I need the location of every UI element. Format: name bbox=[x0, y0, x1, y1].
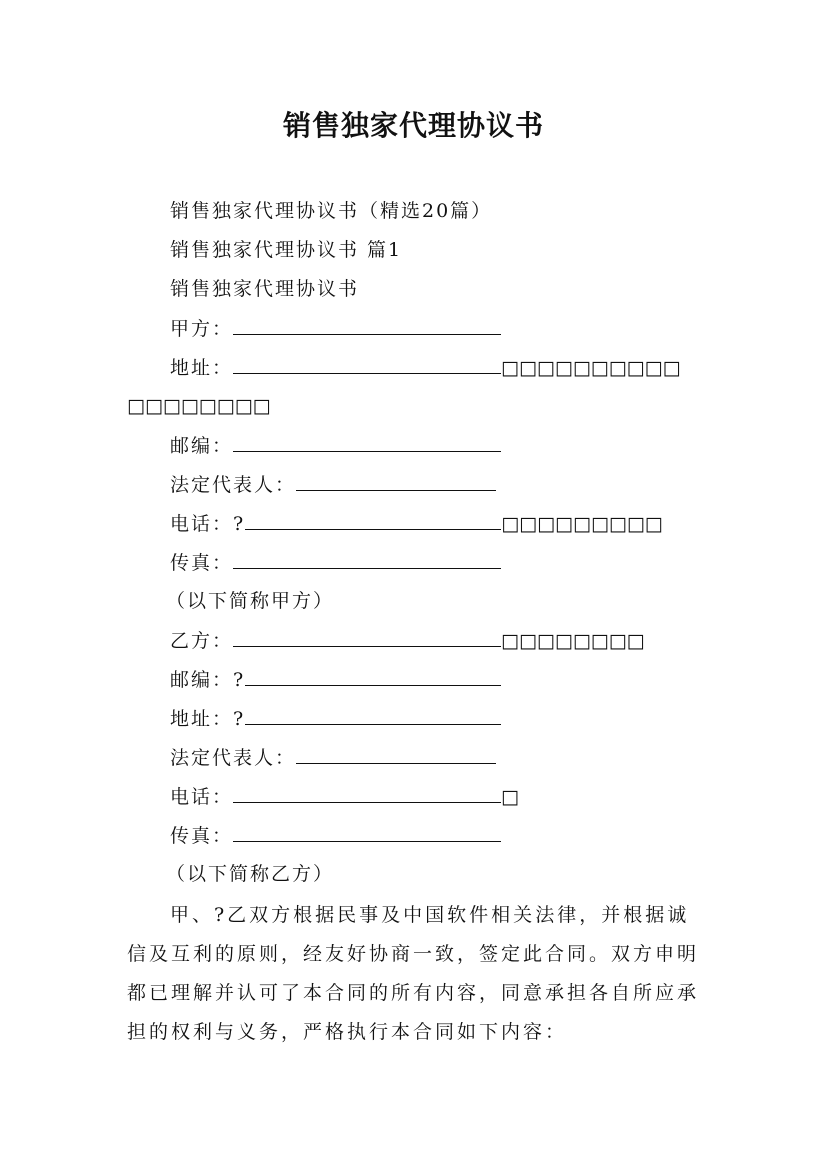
postcode-blank bbox=[233, 433, 501, 452]
party-a-fax-row bbox=[170, 550, 501, 575]
party-b-legal-rep-row bbox=[170, 745, 496, 770]
missing-glyphs: □□□□□□□□□ bbox=[501, 513, 663, 535]
section-heading: 销售独家代理协议书 篇1 bbox=[170, 239, 403, 261]
phone-blank bbox=[233, 784, 501, 803]
party-a-label: 甲方： bbox=[170, 318, 234, 340]
address-label: 地址：? bbox=[170, 708, 246, 730]
party-b-label: 乙方： bbox=[170, 630, 234, 652]
fax-label: 传真： bbox=[170, 552, 234, 574]
party-a-postcode-row bbox=[170, 433, 501, 458]
party-a-legal-rep-row bbox=[170, 472, 496, 497]
party-b-row bbox=[170, 628, 645, 653]
phone-blank bbox=[245, 511, 501, 530]
party-a-note: （以下简称甲方） bbox=[166, 590, 335, 612]
party-b-postcode-row bbox=[170, 667, 501, 692]
phone-label: 电话： bbox=[170, 786, 234, 808]
fax-blank bbox=[233, 550, 501, 569]
party-a-row bbox=[170, 316, 501, 341]
missing-glyphs-continued: □□□□□□□□ bbox=[127, 395, 271, 417]
missing-glyphs: □□□□□□□□ bbox=[501, 630, 645, 652]
party-b-fax-row bbox=[170, 823, 501, 848]
party-b-note: （以下简称乙方） bbox=[166, 863, 335, 885]
paragraph-line: 担的权利与义务，严格执行本合同如下内容： bbox=[127, 1021, 568, 1043]
subtitle-line: 销售独家代理协议书（精选20篇） bbox=[170, 200, 493, 222]
party-b-address-row bbox=[170, 706, 501, 731]
document-title: 销售独家代理协议书 bbox=[282, 109, 544, 142]
address-blank bbox=[233, 355, 501, 374]
legal-rep-label: 法定代表人： bbox=[170, 747, 297, 769]
paragraph-line: 信及互利的原则，经友好协商一致，签定此合同。双方申明 bbox=[127, 943, 700, 965]
phone-label: 电话：? bbox=[170, 513, 246, 535]
postcode-label: 邮编： bbox=[170, 435, 234, 457]
party-a-address-row bbox=[170, 355, 681, 380]
address-label: 地址： bbox=[170, 357, 234, 379]
paragraph-line: 甲、?乙双方根据民事及中国软件相关法律，并根据诚 bbox=[170, 904, 690, 926]
legal-rep-label: 法定代表人： bbox=[170, 474, 297, 496]
missing-glyphs: □ bbox=[501, 786, 519, 808]
postcode-label: 邮编：? bbox=[170, 669, 246, 691]
legal-rep-blank bbox=[296, 745, 496, 764]
party-b-phone-row bbox=[170, 784, 519, 809]
party-a-blank bbox=[233, 316, 501, 335]
fax-label: 传真： bbox=[170, 825, 234, 847]
address-blank bbox=[245, 706, 501, 725]
missing-glyphs: □□□□□□□□□□ bbox=[501, 357, 681, 379]
paragraph-line: 都已理解并认可了本合同的所有内容，同意承担各自所应承 bbox=[127, 982, 700, 1004]
party-b-blank bbox=[233, 628, 501, 647]
agreement-name: 销售独家代理协议书 bbox=[170, 278, 360, 300]
postcode-blank bbox=[245, 667, 501, 686]
party-a-phone-row bbox=[170, 511, 663, 536]
legal-rep-blank bbox=[296, 472, 496, 491]
fax-blank bbox=[233, 823, 501, 842]
